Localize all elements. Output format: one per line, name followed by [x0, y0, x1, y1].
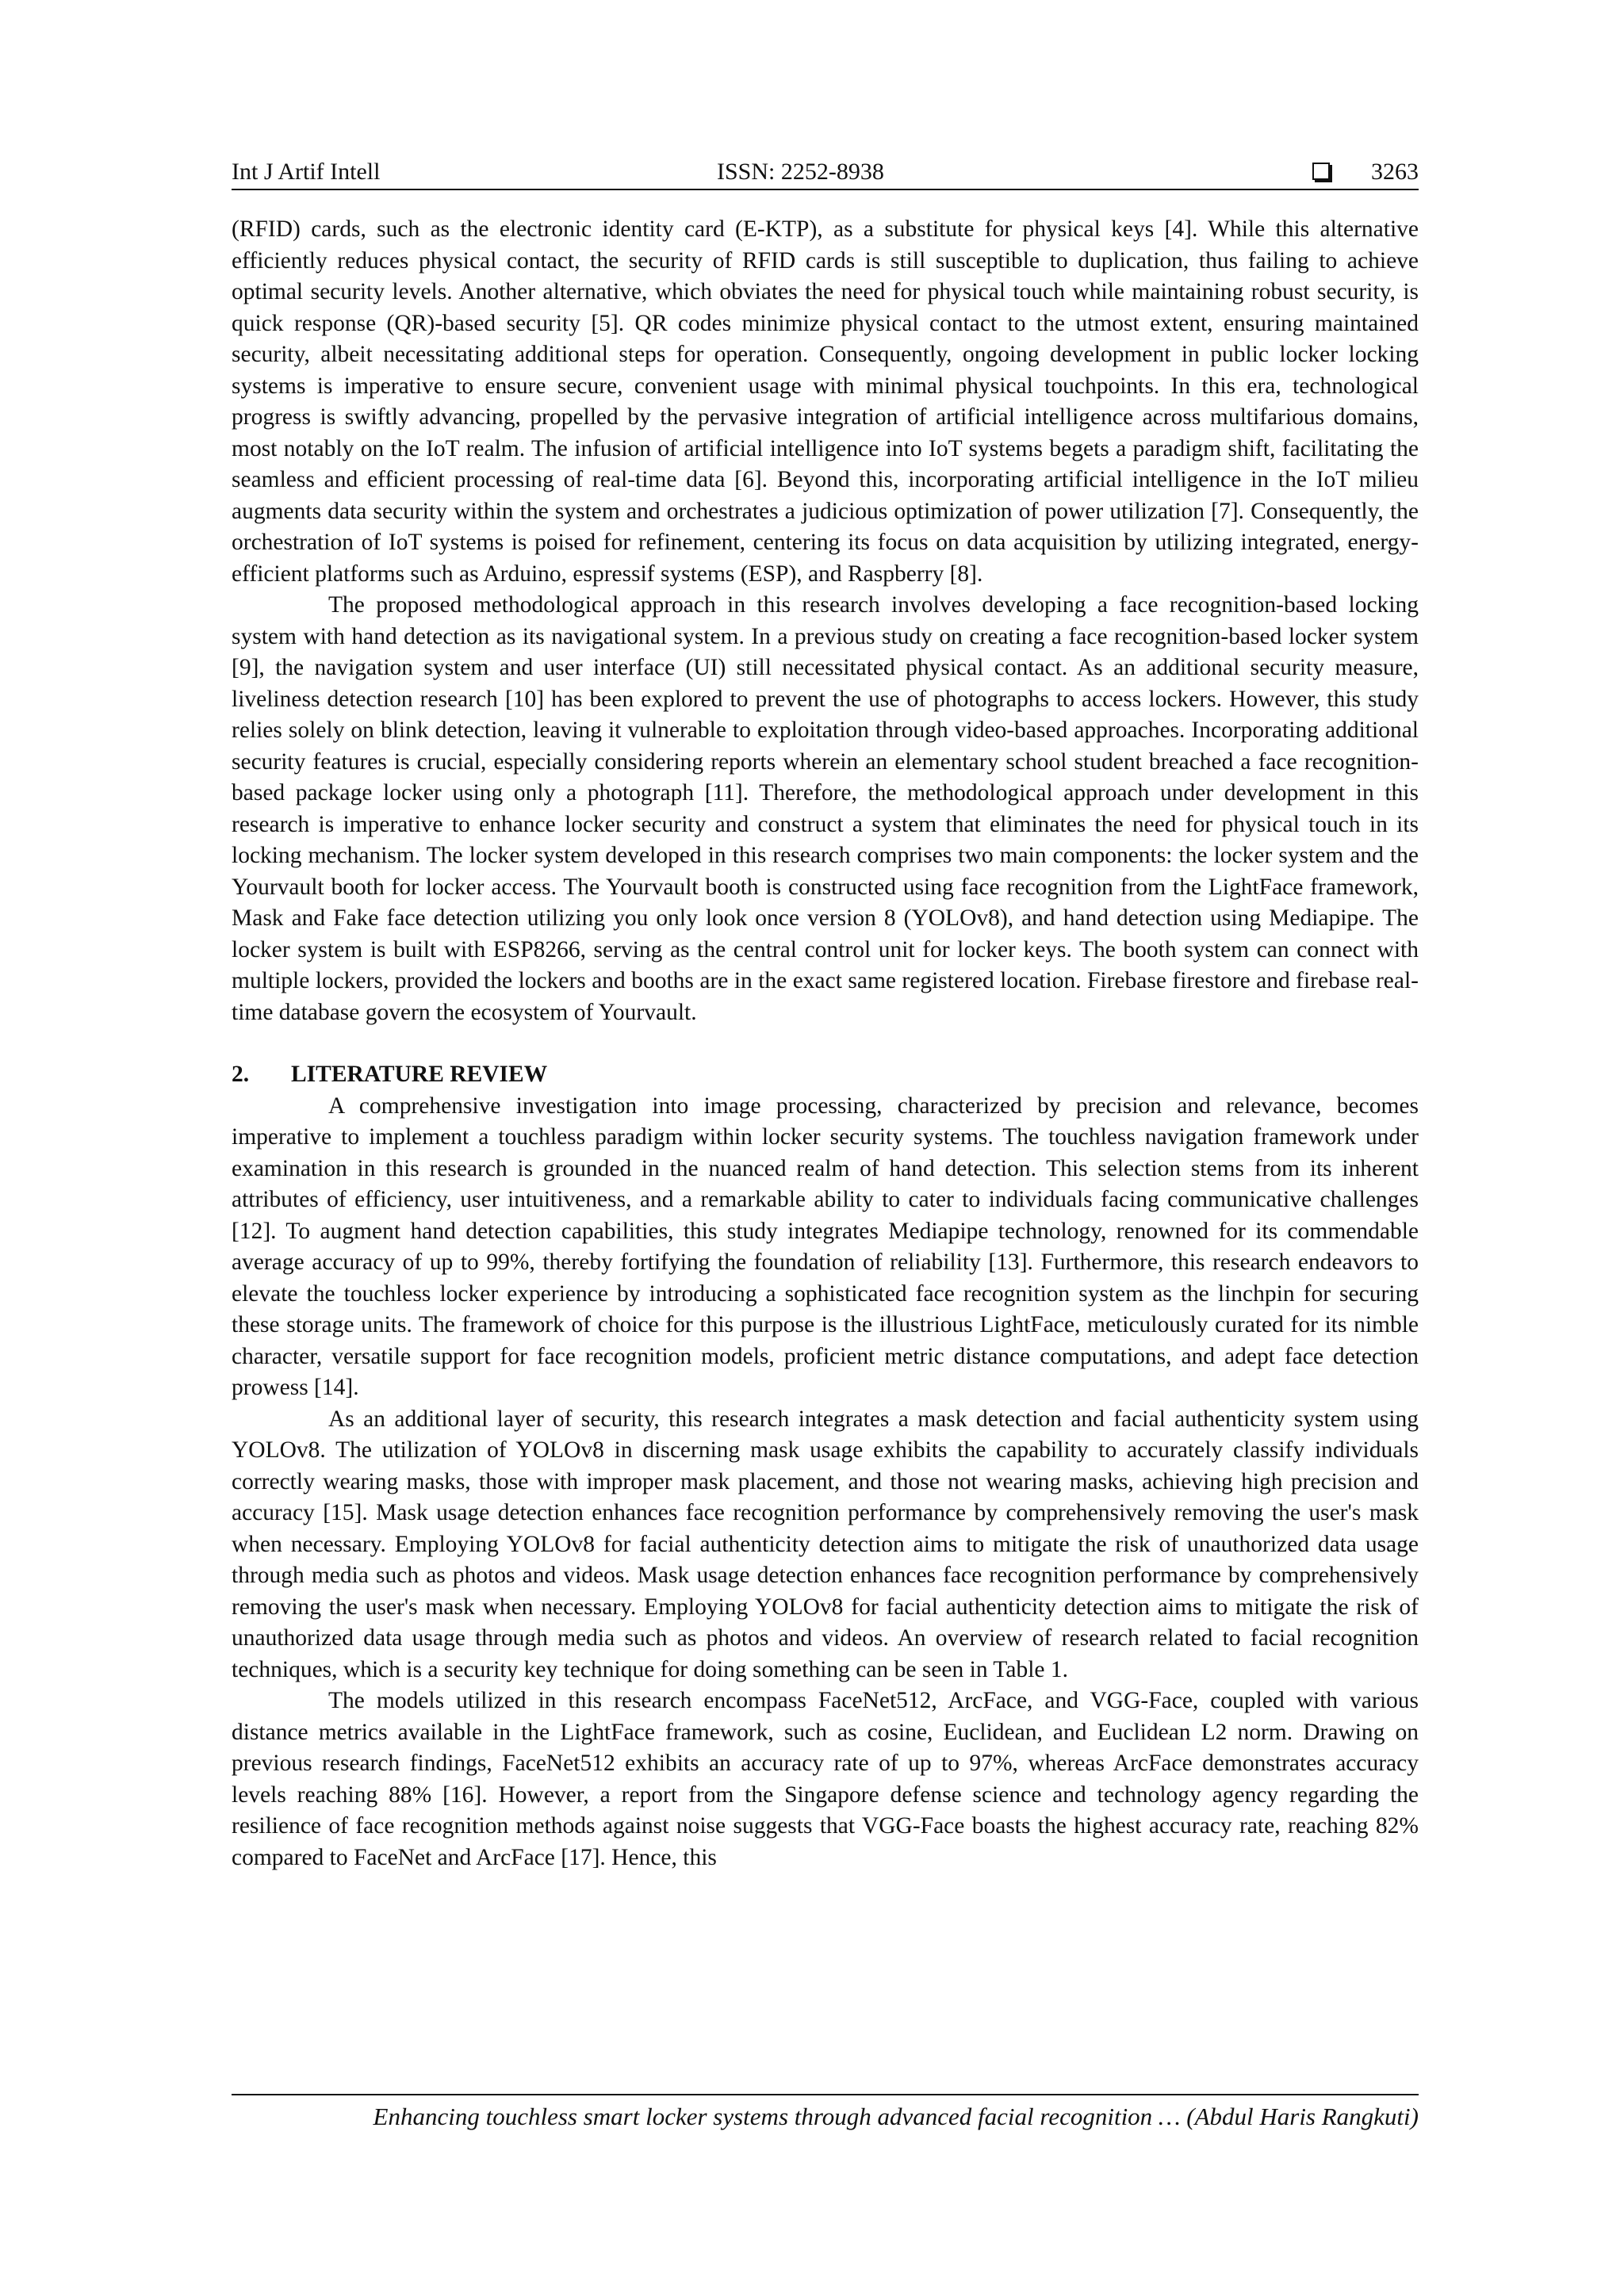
section-number: 2.: [232, 1062, 250, 1087]
body-paragraph: A comprehensive investigation into image processing, characterized by precision and relevance, becomes imperative to implement a touchless paradigm within locker security systems. The touchless navigation framework under examination in this research is grounded in the nuanced realm of hand detection. This selection stems from its inherent attributes of efficiency, user intuitiveness, and a remarkable ability to cater to individuals facing communicative challenges [12]. To augment hand detection capabilities, this study integrates Mediapipe technology, renowned for its commendable average accuracy of up to 99%, thereby fortifying the foundation of reliability [13]. Furthermore, this research endeavors to elevate the touchless locker experience by introducing a sophisticated face recognition system as the linchpin for securing these storage units. The framework of choice for this purpose is the illustrious LightFace, meticulously curated for its nimble character, versatile support for face recognition models, proficient metric distance computations, and adept face detection prowess [14].: [232, 1093, 1419, 1400]
section-heading: [232, 1059, 1419, 1091]
header-rule: [232, 189, 1419, 190]
page-header: [232, 155, 1419, 189]
journal-name: Int J Artif Intell: [232, 159, 381, 185]
body-paragraph: (RFID) cards, such as the electronic identity card (E-KTP), as a substitute for physical keys [4]. While this alternative efficiently reduces physical contact, the security of RFID cards is still susceptible to duplication, thus failing to achieve optimal security levels. Another alternative, which obviates the need for physical touch while maintaining robust security, is quick response (QR)-based security [5]. QR codes minimize physical contact to the utmost extent, ensuring maintained security, albeit necessitating additional steps for operation. Consequently, ongoing development in public locker locking systems is imperative to ensure secure, convenient usage with minimal physical touchpoints. In this era, technological progress is swiftly advancing, propelled by the pervasive integration of artificial intelligence across multifarious domains, most notably on the IoT realm. The infusion of artificial intelligence into IoT systems begets a paradigm shift, facilitating the seamless and efficient processing of real-time data [6]. Beyond this, incorporating artificial intelligence in the IoT milieu augments data security within the system and orchestrates a judicious optimization of power utilization [7]. Consequently, the orchestration of IoT systems is poised for refinement, centering its focus on data acquisition by utilizing integrated, energy-efficient platforms such as Arduino, espressif systems (ESP), and Raspberry [8].: [232, 216, 1419, 587]
running-footer: Enhancing touchless smart locker systems through advanced facial recognition … (Abdul Haris Rangkuti): [373, 2103, 1419, 2130]
issn-number: ISSN: 2252-8938: [717, 159, 884, 185]
section-title: LITERATURE REVIEW: [291, 1062, 548, 1087]
page-number: 3263: [1371, 159, 1419, 185]
square-box-icon: [1312, 163, 1330, 180]
body-paragraph: As an additional layer of security, this research integrates a mask detection and facial authenticity system using YOLOv8. The utilization of YOLOv8 in discerning mask usage exhibits the capability to accurately classify individuals correctly wearing masks, those with improper mask placement, and those not wearing masks, achieving high precision and accuracy [15]. Mask usage detection enhances face recognition performance by comprehensively removing the user's mask when necessary. Employing YOLOv8 for facial authenticity detection aims to mitigate the risk of unauthorized data usage through media such as photos and videos. Mask usage detection enhances face recognition performance by comprehensively removing the user's mask when necessary. Employing YOLOv8 for facial authenticity detection aims to mitigate the risk of unauthorized data usage through media such as photos and videos. An overview of research related to facial recognition techniques, which is a security key technique for doing something can be seen in Table 1.: [232, 1406, 1419, 1682]
body-paragraph: The proposed methodological approach in this research involves developing a face recognition-based locking system with hand detection as its navigational system. In a previous study on creating a face recognition-based locker system [9], the navigation system and user interface (UI) still necessitated physical contact. As an additional security measure, liveliness detection research [10] has been explored to prevent the use of photographs to access lockers. However, this study relies solely on blink detection, leaving it vulnerable to exploitation through video-based approaches. Incorporating additional security features is crucial, especially considering reports wherein an elementary school student breached a face recognition-based package locker using only a photograph [11]. Therefore, the methodological approach under development in this research is imperative to enhance locker security and construct a system that eliminates the need for physical touch in its locking mechanism. The locker system developed in this research comprises two main components: the locker system and the Yourvault booth for locker access. The Yourvault booth is constructed using face recognition from the LightFace framework, Mask and Fake face detection utilizing you only look once version 8 (YOLOv8), and hand detection using Mediapipe. The locker system is built with ESP8266, serving as the central control unit for locker keys. The booth system can connect with multiple lockers, provided the lockers and booths are in the exact same registered location. Firebase firestore and firebase real-time database govern the ecosystem of Yourvault.: [232, 592, 1419, 1025]
footer-rule: [232, 2094, 1419, 2095]
section-spacer: [232, 1028, 1419, 1059]
body-paragraph: The models utilized in this research encompass FaceNet512, ArcFace, and VGG-Face, coupled with various distance metrics available in the LightFace framework, such as cosine, Euclidean, and Euclidean L2 norm. Drawing on previous research findings, FaceNet512 exhibits an accuracy rate of up to 97%, whereas ArcFace demonstrates accuracy levels reaching 88% [16]. However, a report from the Singapore defense science and technology agency regarding the resilience of face recognition methods against noise suggests that VGG-Face boasts the highest accuracy rate, reaching 82% compared to FaceNet and ArcFace [17]. Hence, this: [232, 1688, 1419, 1870]
article-body: [232, 214, 1419, 1873]
